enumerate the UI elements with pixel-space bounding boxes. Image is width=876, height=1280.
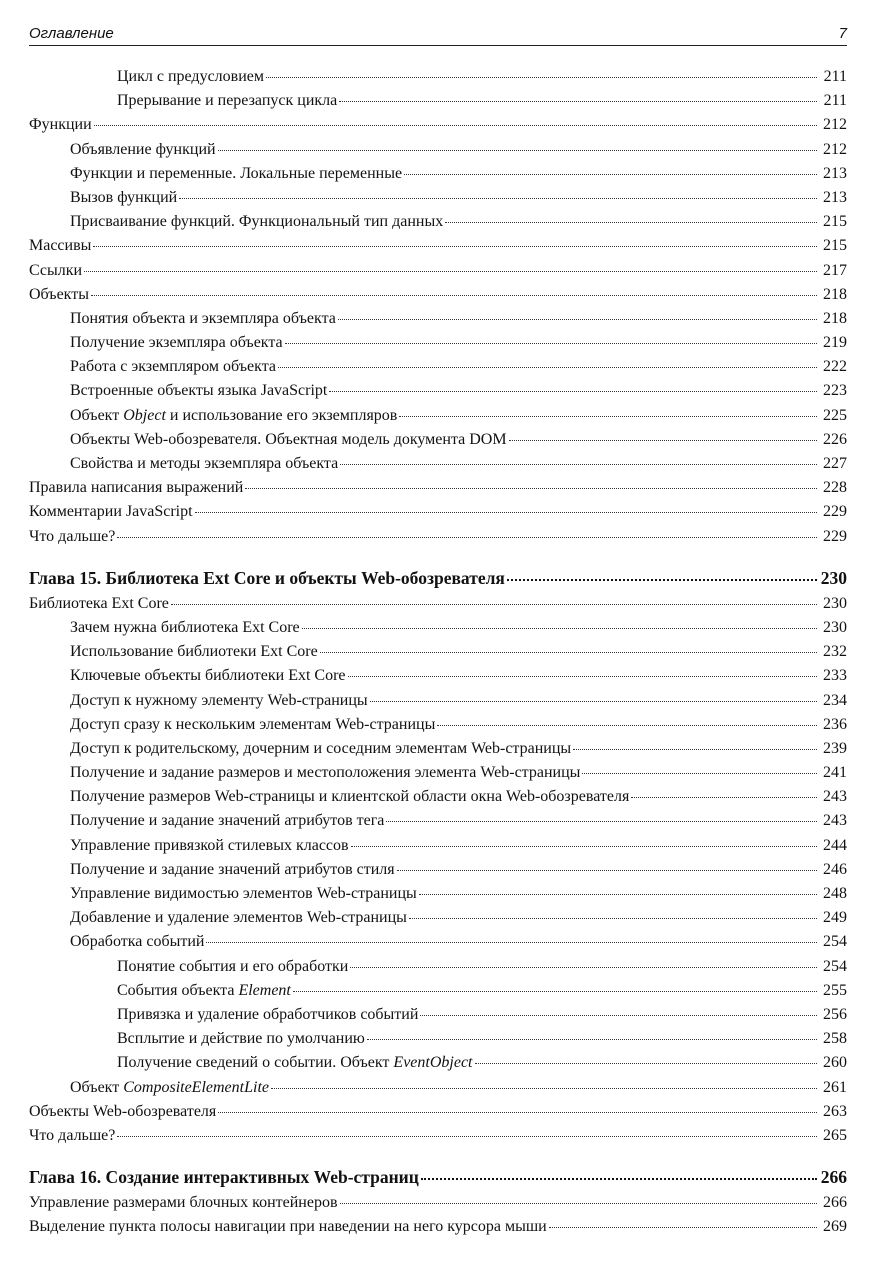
entry-title-part: Объект [70, 1078, 124, 1096]
entry-title [70, 141, 216, 159]
dot-leader [419, 894, 817, 895]
entry-page-number: 218 [823, 309, 847, 327]
dot-leader [339, 101, 817, 102]
toc-entry [29, 619, 847, 643]
toc-entry [29, 310, 847, 334]
entry-title [29, 1218, 547, 1236]
dot-leader [350, 967, 817, 968]
dot-leader [437, 725, 817, 726]
entry-page-number: 230 [820, 567, 847, 588]
toc-entry [29, 667, 847, 691]
dot-leader [420, 1015, 817, 1016]
toc-entry [29, 382, 847, 406]
running-header [29, 22, 847, 46]
dot-leader [507, 579, 817, 581]
dot-leader [386, 821, 817, 822]
entry-page-number: 234 [823, 691, 847, 709]
toc-entry [29, 141, 847, 165]
entry-title [70, 764, 580, 782]
entry-title-part: Доступ к нужному элементу Web-страницы [70, 691, 368, 709]
entry-page-number: 215 [823, 213, 847, 231]
entry-page-number: 266 [820, 1167, 847, 1188]
toc-entry [29, 716, 847, 740]
entry-title-part: Что дальше? [29, 527, 116, 545]
entry-page-number: 243 [823, 788, 847, 806]
entry-title-part: Что дальше? [29, 1126, 116, 1144]
entry-title-part: Получение и задание размеров и местоположения элемента Web-страницы [70, 764, 581, 782]
entry-page-number: 258 [823, 1030, 847, 1048]
entry-page-number: 215 [823, 237, 847, 255]
entry-title [70, 334, 283, 352]
dot-leader [320, 652, 817, 653]
entry-title-part: Объект [70, 406, 124, 424]
dot-leader [573, 749, 817, 750]
entry-title [29, 479, 243, 497]
entry-title [70, 407, 397, 425]
entry-title-part: Цикл с предусловием [117, 68, 264, 85]
toc-entry [29, 788, 847, 812]
dot-leader [293, 991, 817, 992]
entry-page-number: 225 [823, 406, 847, 424]
entry-title [117, 1006, 418, 1024]
dot-leader [93, 246, 817, 247]
entry-title-part: Обработка событий [70, 933, 205, 951]
toc-entry [29, 1006, 847, 1030]
dot-leader [340, 464, 817, 465]
toc-entry [29, 812, 847, 836]
entry-page-number: 248 [823, 885, 847, 902]
entry-title-part: Библиотека Ext Core [29, 594, 169, 612]
entry-title-part: Использование библиотеки Ext Core [70, 643, 318, 661]
entry-title [117, 982, 291, 1000]
toc-entry [29, 189, 847, 213]
toc-entry [29, 165, 847, 189]
entry-title-part: Понятия объекта и экземпляра объекта [70, 309, 336, 327]
entry-title-part: Свойства и методы экземпляра объекта [70, 455, 339, 472]
entry-title [70, 885, 417, 903]
entry-page-number: 213 [823, 164, 847, 182]
dot-leader [94, 125, 817, 126]
toc-entry [29, 213, 847, 237]
entry-title [29, 262, 82, 280]
dot-leader [218, 1112, 817, 1113]
entry-page-number: 254 [823, 957, 847, 975]
entry-title-part: Правила написания выражений [29, 479, 244, 497]
dot-leader [409, 918, 817, 919]
entry-title [29, 237, 91, 255]
dot-leader [117, 1136, 817, 1137]
entry-page-number: 233 [823, 667, 847, 685]
entry-page-number: 213 [823, 188, 847, 206]
entry-page-number: 261 [823, 1078, 847, 1096]
toc-entry [29, 116, 847, 140]
entry-page-number: 256 [823, 1005, 847, 1023]
toc-entry [29, 837, 847, 861]
entry-title-part: Получение и задание значений атрибутов тега [70, 812, 385, 830]
dot-leader [421, 1178, 817, 1180]
toc-entry [29, 1103, 847, 1127]
entry-page-number: 211 [823, 68, 847, 85]
entry-page-number: 229 [823, 527, 847, 545]
toc-entry [29, 740, 847, 764]
dot-leader [271, 1088, 817, 1089]
entry-title [70, 358, 276, 376]
entry-page-number: 241 [823, 764, 847, 782]
dot-leader [397, 870, 817, 871]
dot-leader [206, 942, 817, 943]
toc-page [29, 22, 847, 1242]
entry-page-number: 223 [823, 382, 847, 400]
entry-title-part: Комментарии JavaScript [29, 503, 193, 521]
entry-title [70, 1079, 269, 1097]
entry-title [117, 1030, 365, 1048]
entry-title [70, 213, 443, 231]
entry-page-number: 212 [823, 116, 847, 134]
entry-title-part: Получение размеров Web-страницы и клиентской области окна Web-обозревателя [70, 788, 630, 806]
entry-title-italic-part: Object [123, 406, 166, 424]
entry-title-part: Объекты [29, 285, 89, 303]
entry-page-number: 226 [823, 430, 847, 448]
entry-title [70, 165, 402, 183]
entry-page-number: 219 [823, 334, 847, 352]
toc-entry [29, 237, 847, 261]
entry-title [29, 503, 193, 521]
toc-entry [29, 692, 847, 716]
entry-title [70, 909, 407, 927]
entry-title-part: Зачем нужна библиотека Ext Core [70, 618, 300, 636]
entry-page-number: 230 [823, 594, 847, 612]
dot-leader [171, 604, 817, 605]
entry-page-number: 246 [823, 860, 847, 878]
toc-entry [29, 431, 847, 455]
dot-leader [117, 537, 817, 538]
dot-leader [285, 343, 817, 344]
entry-title-part: Ключевые объекты библиотеки Ext Core [70, 667, 346, 685]
toc-entry [29, 68, 847, 92]
dot-leader [340, 1203, 817, 1204]
dot-leader [367, 1039, 817, 1040]
toc-entry [29, 643, 847, 667]
entry-title [117, 958, 348, 976]
entry-page-number: 232 [823, 643, 847, 661]
table-of-contents [29, 68, 847, 1242]
entry-page-number: 265 [823, 1126, 847, 1144]
entry-page-number: 249 [823, 909, 847, 927]
dot-leader [404, 174, 817, 175]
entry-title [70, 788, 629, 806]
entry-page-number: 236 [823, 715, 847, 733]
entry-page-number: 230 [823, 618, 847, 636]
entry-page-number: 228 [823, 479, 847, 497]
entry-title-italic-part: EventObject [393, 1054, 473, 1072]
entry-title-part: Объявление функций [70, 140, 216, 158]
running-header-page-number: 7 [838, 25, 847, 42]
entry-title-part: Функции и переменные. Локальные переменные [70, 164, 403, 182]
entry-page-number: 260 [823, 1054, 847, 1072]
toc-entry [29, 262, 847, 286]
entry-title-part: Ссылки [29, 261, 83, 279]
entry-page-number: 227 [823, 455, 847, 472]
dot-leader [179, 198, 817, 199]
dot-leader [509, 440, 817, 441]
toc-entry [29, 528, 847, 552]
entry-title [29, 1167, 419, 1188]
chapter-entry [29, 1167, 847, 1194]
entry-title-part: Получение сведений о событии. Объект [117, 1054, 394, 1072]
entry-title-part: Объекты Web-обозревателя [29, 1102, 217, 1120]
entry-page-number: 263 [823, 1102, 847, 1120]
toc-entry [29, 861, 847, 885]
entry-title [70, 643, 318, 661]
entry-page-number: 255 [823, 981, 847, 999]
dot-leader [370, 701, 817, 702]
entry-title [117, 68, 264, 86]
entry-title-italic-part: Element [238, 981, 291, 999]
entry-title-part: Получение и задание значений атрибутов стиля [70, 860, 395, 878]
entry-page-number: 239 [823, 739, 847, 757]
entry-title [29, 568, 505, 589]
entry-title [70, 740, 571, 758]
entry-page-number: 243 [823, 812, 847, 830]
toc-entry [29, 1218, 847, 1242]
dot-leader [475, 1063, 818, 1064]
entry-title [70, 667, 346, 685]
entry-page-number: 244 [823, 836, 847, 854]
entry-title-part: Доступ к родительскому, дочерним и соседним элементам Web-страницы [70, 739, 572, 757]
dot-leader [329, 391, 817, 392]
toc-entry [29, 455, 847, 479]
toc-entry [29, 1054, 847, 1078]
chapter-entry [29, 568, 847, 595]
running-header-title: Оглавление [29, 25, 114, 42]
entry-title [70, 837, 349, 855]
entry-title-part: Управление видимостью элементов Web-страницы [70, 885, 417, 902]
entry-title [117, 1054, 473, 1072]
toc-entry [29, 286, 847, 310]
toc-entry [29, 358, 847, 382]
entry-title [70, 455, 338, 473]
toc-entry [29, 595, 847, 619]
dot-leader [302, 628, 817, 629]
entry-title-part: Управление размерами блочных контейнеров [29, 1194, 338, 1212]
entry-title-part: Работа с экземпляром объекта [70, 358, 276, 376]
dot-leader [631, 797, 817, 798]
entry-title [117, 92, 337, 110]
entry-title-part: Массивы [29, 237, 92, 255]
dot-leader [445, 222, 817, 223]
dot-leader [582, 773, 817, 774]
toc-entry [29, 407, 847, 431]
entry-title [29, 1103, 216, 1121]
entry-title-part: Глава 16. Создание интерактивных Web-страниц [29, 1167, 419, 1188]
entry-title [70, 431, 507, 449]
toc-entry [29, 503, 847, 527]
entry-title-part: Выделение пункта полосы навигации при наведении на него курсора мыши [29, 1218, 547, 1236]
toc-entry [29, 1194, 847, 1218]
entry-title-part: Прерывание и перезапуск цикла [117, 92, 338, 110]
entry-title-part: Всплытие и действие по умолчанию [117, 1030, 365, 1048]
entry-title-part: Получение экземпляра объекта [70, 334, 283, 352]
toc-entry [29, 479, 847, 503]
entry-page-number: 211 [823, 92, 847, 110]
toc-entry [29, 982, 847, 1006]
dot-leader [245, 488, 817, 489]
entry-page-number: 217 [823, 261, 847, 279]
toc-entry [29, 764, 847, 788]
entry-title [70, 692, 368, 710]
entry-title [29, 595, 169, 613]
entry-page-number: 266 [823, 1194, 847, 1212]
entry-title [29, 286, 89, 304]
entry-page-number: 269 [823, 1218, 847, 1236]
dot-leader [549, 1227, 817, 1228]
entry-title [29, 116, 92, 134]
entry-title [70, 382, 327, 400]
entry-title-part: Добавление и удаление элементов Web-страницы [70, 909, 407, 927]
toc-entry [29, 909, 847, 933]
entry-title-part: Вызов функций [70, 188, 178, 206]
dot-leader [218, 150, 817, 151]
toc-entry [29, 885, 847, 909]
entry-title [70, 716, 435, 734]
dot-leader [84, 271, 817, 272]
entry-page-number: 254 [823, 933, 847, 951]
toc-entry [29, 958, 847, 982]
entry-title-part: Понятие события и его обработки [117, 957, 349, 975]
entry-page-number: 212 [823, 140, 847, 158]
entry-page-number: 229 [823, 503, 847, 521]
toc-entry [29, 92, 847, 116]
dot-leader [351, 846, 817, 847]
entry-title [70, 310, 336, 328]
entry-page-number: 222 [823, 358, 847, 376]
entry-title [70, 933, 204, 951]
dot-leader [399, 416, 817, 417]
entry-title-part: Доступ сразу к нескольким элементам Web-страницы [70, 715, 436, 733]
entry-title-part: Функции [29, 116, 92, 134]
entry-title [70, 861, 395, 879]
toc-entry [29, 933, 847, 957]
entry-title-part: Управление привязкой стилевых классов [70, 836, 349, 854]
entry-title [70, 619, 300, 637]
dot-leader [195, 512, 817, 513]
dot-leader [348, 676, 817, 677]
entry-title-part: Встроенные объекты языка JavaScript [70, 382, 328, 400]
entry-title-part: Глава 15. Библиотека Ext Core и объекты Web-обозревателя [29, 567, 505, 588]
toc-entry [29, 1127, 847, 1151]
toc-entry [29, 1079, 847, 1103]
toc-entry [29, 1030, 847, 1054]
entry-title-italic-part: CompositeElementLite [123, 1078, 269, 1096]
dot-leader [278, 367, 817, 368]
toc-entry [29, 334, 847, 358]
dot-leader [91, 295, 817, 296]
entry-title [29, 1127, 115, 1145]
dot-leader [266, 77, 817, 78]
entry-page-number: 218 [823, 285, 847, 303]
entry-title-part: Объекты Web-обозревателя. Объектная модель документа DOM [70, 430, 507, 448]
entry-title [29, 1194, 338, 1212]
entry-title-part: Присваивание функций. Функциональный тип данных [70, 213, 444, 231]
entry-title-part: События объекта [117, 981, 239, 999]
entry-title [29, 528, 115, 546]
entry-title-part: Привязка и удаление обработчиков событий [117, 1005, 419, 1023]
entry-title-part: и использование его экземпляров [165, 406, 398, 424]
entry-title [70, 812, 384, 830]
entry-title [70, 189, 177, 207]
dot-leader [338, 319, 817, 320]
